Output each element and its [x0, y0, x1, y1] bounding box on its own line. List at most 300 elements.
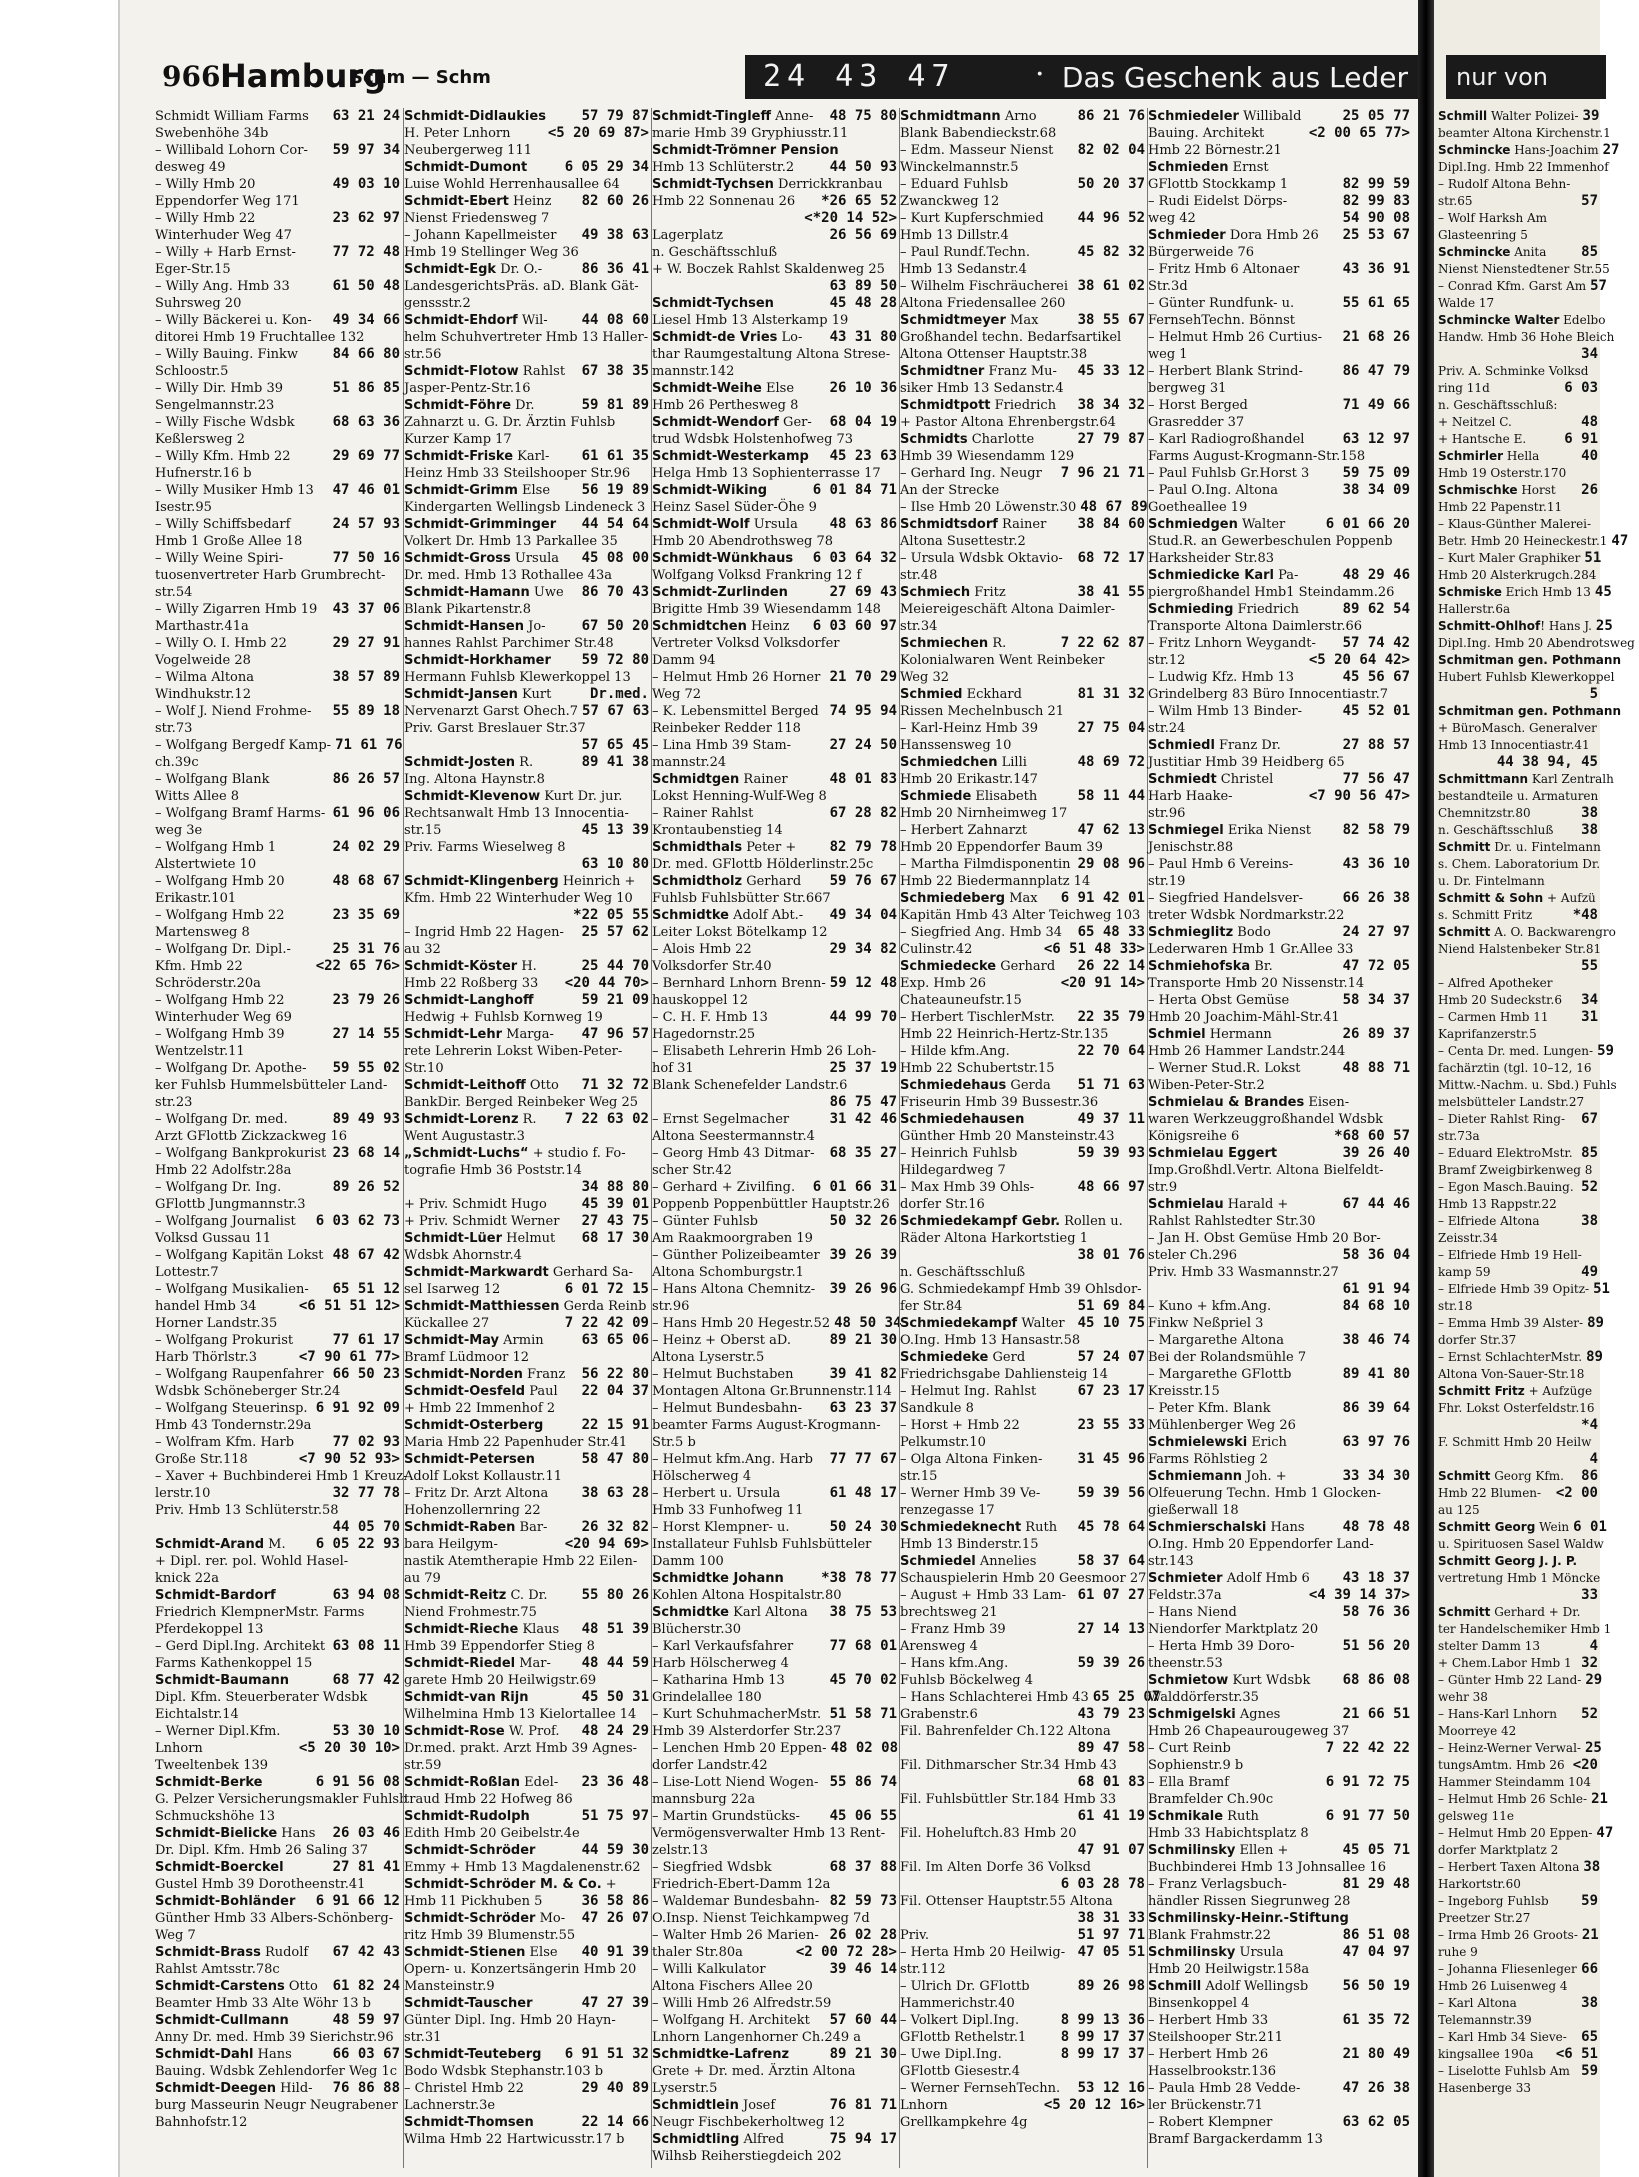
directory-entry: [1438, 601, 1598, 618]
entry-phone-number: 38 01 76: [1077, 1247, 1145, 1263]
directory-entry: [404, 1213, 649, 1230]
entry-phone-number: 68 35 27: [829, 1145, 897, 1161]
directory-entry: [900, 533, 1145, 550]
directory-entry: [1438, 499, 1598, 516]
entry-name: Schmidt-Josten R.: [404, 755, 534, 770]
entry-phone-number: 47 04 97: [1342, 1944, 1410, 1960]
entry-phone-number: 51 86 85: [332, 380, 400, 396]
entry-name: n. Geschäftsschluß: [652, 245, 778, 260]
entry-name: Rahlst Amtsstr.78c: [155, 1962, 280, 1977]
entry-name: – Johanna Fliesenleger: [1438, 1962, 1577, 1976]
directory-entry: [1438, 1434, 1598, 1451]
entry-name: Sandkule 8: [900, 1401, 974, 1416]
entry-phone-number: <5 20 30 10>: [298, 1740, 400, 1756]
directory-entry: [1438, 1825, 1614, 1842]
entry-name: – Paula Hmb 28 Vedde-: [1148, 2081, 1301, 2096]
directory-entry: [1148, 1077, 1410, 1094]
directory-entry: [900, 1026, 1145, 1043]
entry-name: Dr. med. Hmb 13 Rothallee 43a: [404, 568, 612, 583]
directory-entry: [155, 1740, 400, 1757]
entry-name: str.12: [1148, 653, 1186, 668]
entry-phone-number: 68 86 08: [1342, 1672, 1410, 1688]
entry-phone-number: 43 31 80: [829, 329, 897, 345]
entry-name: Str.10: [404, 1061, 444, 1076]
entry-name: Großhandel techn. Bedarfsartikel: [900, 330, 1122, 345]
directory-entry: [900, 601, 1145, 618]
directory-entry: [652, 1553, 897, 1570]
entry-phone-number: 55 86 74: [829, 1774, 897, 1790]
entry-phone-number: 32: [1581, 1655, 1598, 1671]
directory-entry: [1438, 1485, 1598, 1502]
entry-name: Schmidt-Schröder: [404, 1843, 536, 1858]
directory-entry: [155, 992, 400, 1009]
entry-name: str.34: [900, 619, 938, 634]
directory-entry: [1148, 1638, 1410, 1655]
entry-name: – Helmut Hmb 26 Schle-: [1438, 1792, 1588, 1806]
entry-name: treter Wdsbk Nordmarkstr.22: [1148, 908, 1345, 923]
directory-entry: [155, 1570, 400, 1587]
directory-entry: [155, 1655, 400, 1672]
directory-entry: [404, 1009, 649, 1026]
directory-entry: [1438, 1519, 1607, 1536]
directory-entry: [155, 244, 400, 261]
entry-phone-number: 49: [1581, 1264, 1598, 1280]
directory-entry: [652, 1587, 897, 1604]
directory-entry: [652, 1944, 897, 1961]
directory-entry: [155, 1298, 400, 1315]
directory-entry: [404, 1451, 649, 1468]
directory-entry: [900, 193, 1145, 210]
entry-phone-number: 6 91 77 50: [1325, 1808, 1410, 1824]
listing-column-2: [403, 108, 649, 2168]
directory-entry: [652, 1502, 897, 1519]
directory-entry: [404, 2046, 649, 2063]
entry-name: – Herbert Hmb 33: [1148, 2013, 1269, 2028]
directory-entry: [404, 1383, 649, 1400]
entry-name: Hallerstr.6a: [1438, 602, 1511, 616]
entry-name: GFlottb Giesestr.4: [900, 2064, 1020, 2079]
directory-entry: [1148, 2080, 1410, 2097]
entry-name: Lnhorn Langenhorner Ch.249 a: [652, 2030, 862, 2045]
entry-name: – Volkert Dipl.Ing.: [900, 2013, 1020, 2028]
directory-entry: [1148, 1621, 1410, 1638]
entry-name: bara Heilgym-: [404, 1537, 498, 1552]
entry-name: – Alfred Apotheker: [1438, 976, 1553, 990]
entry-phone-number: 6 03 64 32: [812, 550, 897, 566]
entry-name: Hammer Steindamm 104: [1438, 1775, 1592, 1789]
entry-name: + Priv. Schmidt Werner: [404, 1214, 560, 1229]
directory-entry: [652, 1995, 897, 2012]
entry-name: Meiereigeschäft Altona Daimler-: [900, 602, 1116, 617]
directory-entry: [1148, 703, 1410, 720]
entry-phone-number: 58 47 80: [581, 1451, 649, 1467]
entry-phone-number: 48 24 29: [581, 1723, 649, 1739]
directory-entry: [652, 1961, 897, 1978]
entry-name: Wiben-Peter-Str.2: [1148, 1078, 1265, 1093]
entry-name: Hasselbrookstr.136: [1148, 2064, 1276, 2079]
directory-entry: [155, 635, 400, 652]
entry-name: – Paul Hmb 6 Vereins-: [1148, 857, 1294, 872]
directory-entry: [1438, 516, 1598, 533]
directory-entry: [900, 567, 1145, 584]
directory-entry: [404, 737, 649, 754]
directory-entry: [404, 125, 649, 142]
entry-name: Schmidt-Ebert Heinz: [404, 194, 552, 209]
directory-entry: [1438, 822, 1598, 839]
entry-phone-number: 55 89 18: [332, 703, 400, 719]
entry-name: – Gerhard Ing. Neugr: [900, 466, 1042, 481]
entry-name: Pferdekoppel 13: [155, 1622, 264, 1637]
directory-entry: [155, 1587, 400, 1604]
entry-name: An der Strecke: [900, 483, 1000, 498]
entry-phone-number: 27 43 75: [581, 1213, 649, 1229]
entry-phone-number: 44 54 64: [581, 516, 649, 532]
entry-name: Schmieding Friedrich: [1148, 602, 1300, 617]
directory-entry: [652, 652, 897, 669]
directory-entry: [1438, 1298, 1598, 1315]
entry-name: – Walter Hmb 26 Marien-: [652, 1928, 819, 1943]
directory-entry: [1438, 839, 1601, 856]
entry-phone-number: 31: [1581, 1009, 1598, 1025]
entry-name: Installateur Fuhlsb Fuhlsbütteler: [652, 1537, 872, 1552]
entry-name: Hmb 22 Sonnenau 26: [652, 194, 796, 209]
entry-name: Altona Friedensallee 260: [900, 296, 1066, 311]
entry-phone-number: 27 75 04: [1077, 720, 1145, 736]
directory-entry: [652, 278, 897, 295]
entry-name: desweg 49: [155, 160, 226, 175]
directory-entry: [1148, 907, 1410, 924]
directory-entry: [652, 1689, 897, 1706]
directory-entry: [155, 312, 400, 329]
entry-name: „Schmidt-Luchs“ + studio f. Fo-: [404, 1146, 626, 1161]
directory-entry: [900, 1315, 1145, 1332]
entry-name: Bramfelder Ch.90c: [1148, 1792, 1274, 1807]
entry-phone-number: <*20 14 52>: [804, 210, 897, 226]
directory-entry: [900, 1230, 1145, 1247]
directory-entry: [652, 1145, 897, 1162]
entry-name: Chemnitzstr.80: [1438, 806, 1531, 820]
directory-entry: [900, 788, 1145, 805]
entry-name: Fil. Hoheluftch.83 Hmb 20: [900, 1826, 1077, 1841]
entry-phone-number: 45 70 02: [829, 1672, 897, 1688]
entry-phone-number: 47 26 07: [581, 1910, 649, 1926]
directory-entry: [652, 720, 897, 737]
directory-entry: [404, 1876, 649, 1893]
entry-name: Steilshooper Str.211: [1148, 2030, 1284, 2045]
entry-name: BankDir. Berged Reinbeker Weg 25: [404, 1095, 639, 1110]
directory-entry: [155, 601, 400, 618]
entry-name: Telemannstr.39: [1438, 2013, 1532, 2027]
directory-entry: [155, 261, 400, 278]
entry-name: – Elfriede Hmb 19 Hell-: [1438, 1248, 1582, 1262]
entry-phone-number: 34 88 80: [581, 1179, 649, 1195]
directory-entry: [900, 907, 1145, 924]
entry-name: Grindelallee 180: [652, 1690, 762, 1705]
directory-entry: [900, 1808, 1145, 1825]
entry-name: – Eduard Fuhlsb: [900, 177, 1009, 192]
entry-phone-number: 63 65 06: [581, 1332, 649, 1348]
entry-name: – Centa Dr. med. Lungen-: [1438, 1044, 1594, 1058]
directory-entry: [404, 805, 649, 822]
entry-name: – Willy + Harb Ernst-: [155, 245, 296, 260]
entry-name: Poppenb Poppenbüttler Hauptstr.26: [652, 1197, 890, 1212]
directory-entry: [155, 397, 400, 414]
entry-phone-number: 77 02 93: [332, 1434, 400, 1450]
directory-entry: [1438, 1332, 1598, 1349]
entry-phone-number: 75 94 17: [829, 2131, 897, 2147]
directory-entry: [652, 618, 897, 635]
directory-entry: [155, 1349, 400, 1366]
entry-name: – Egon Masch.Bauing.: [1438, 1180, 1574, 1194]
directory-entry: [1148, 1978, 1410, 1995]
entry-name: Schmidt-Flotow Rahlst: [404, 364, 566, 379]
entry-name: – Waldemar Bundesbahn-: [652, 1894, 820, 1909]
directory-entry: [404, 193, 649, 210]
entry-name: Friedrich-Ebert-Damm 12a: [652, 1877, 831, 1892]
ad-phone-number: 24 43 47: [763, 59, 956, 94]
entry-name: + Priv. Schmidt Hugo: [404, 1197, 547, 1212]
entry-phone-number: 48 68 67: [332, 873, 400, 889]
directory-entry: [1148, 125, 1410, 142]
directory-entry: [1438, 2063, 1598, 2080]
directory-entry: [900, 1009, 1145, 1026]
entry-name: Schmincke Hans-Joachim: [1438, 143, 1599, 157]
entry-name: Kaprifanzerstr.5: [1438, 1027, 1537, 1041]
entry-name: Martensweg 8: [155, 925, 250, 940]
directory-entry: [1438, 448, 1598, 465]
entry-name: – Robert Klempner: [1148, 2115, 1273, 2130]
entry-name: zelstr.13: [652, 1843, 709, 1858]
entry-phone-number: 55 80 26: [581, 1587, 649, 1603]
directory-entry: [155, 1315, 400, 1332]
entry-name: Wilhsb Reiherstiegdeich 202: [652, 2149, 842, 2164]
directory-entry: [900, 159, 1145, 176]
entry-name: – Wolfgang Journalist: [155, 1214, 296, 1229]
entry-name: – Kurt Maler Graphiker: [1438, 551, 1581, 565]
entry-name: – Ingeborg Fuhlsb: [1438, 1894, 1549, 1908]
entry-phone-number: 82 99 59: [1342, 176, 1410, 192]
directory-entry: [1438, 958, 1598, 975]
directory-entry: [900, 448, 1145, 465]
entry-phone-number: 43 37 06: [332, 601, 400, 617]
entry-name: Schloostr.5: [155, 364, 229, 379]
directory-entry: [404, 907, 649, 924]
directory-entry: [652, 1638, 897, 1655]
directory-entry: [1148, 278, 1410, 295]
entry-name: brechtsweg 21: [900, 1605, 998, 1620]
entry-name: – Paul Fuhlsb Gr.Horst 3: [1148, 466, 1310, 481]
directory-entry: [155, 1672, 400, 1689]
entry-phone-number: 33: [1581, 1587, 1598, 1603]
entry-phone-number: 32 77 78: [332, 1485, 400, 1501]
directory-entry: [155, 1162, 400, 1179]
directory-entry: [1148, 1655, 1410, 1672]
directory-entry: [652, 2046, 897, 2063]
entry-phone-number: 29 27 91: [332, 635, 400, 651]
entry-phone-number: 63 23 37: [829, 1400, 897, 1416]
entry-name: Damm 94: [652, 653, 716, 668]
entry-phone-number: 36 58 86: [581, 1893, 649, 1909]
directory-entry: [652, 363, 897, 380]
directory-entry: [1438, 550, 1602, 567]
directory-entry: [1148, 1961, 1410, 1978]
entry-phone-number: 61 50 48: [332, 278, 400, 294]
entry-name: weg 42: [1148, 211, 1196, 226]
entry-phone-number: <6 51: [1555, 2046, 1598, 2062]
entry-name: burg Masseurin Neugr Neugrabener: [155, 2098, 398, 2113]
directory-entry: [404, 652, 649, 669]
directory-entry: [1148, 1791, 1410, 1808]
entry-phone-number: 63 97 76: [1342, 1434, 1410, 1450]
directory-entry: [1148, 1587, 1410, 1604]
entry-name: Schmidtke Adolf Abt.-: [652, 908, 804, 923]
entry-phone-number: 26 32 82: [581, 1519, 649, 1535]
entry-name: Finkw Neßpriel 3: [1148, 1316, 1264, 1331]
entry-name: fer Str.84: [900, 1299, 963, 1314]
entry-phone-number: 26 10 36: [829, 380, 897, 396]
directory-entry: [404, 754, 649, 771]
entry-name: Schmidt-Rudolph: [404, 1809, 530, 1824]
directory-entry: [155, 380, 400, 397]
entry-name: – Helmut Hmb 26 Horner: [652, 670, 821, 685]
entry-phone-number: *26 65 52: [821, 193, 897, 209]
entry-phone-number: 86 36 41: [581, 261, 649, 277]
entry-name: Altona Schomburgstr.1: [652, 1265, 804, 1280]
directory-entry: [155, 1927, 400, 1944]
entry-phone-number: <7 90 52 93>: [298, 1451, 400, 1467]
entry-name: Schmill Walter Polizei-: [1438, 109, 1579, 123]
directory-entry: [652, 244, 897, 261]
adjacent-listing-column: [1438, 108, 1635, 2097]
entry-name: Hmb 22 Adolfstr.28a: [155, 1163, 292, 1178]
directory-entry: [1438, 1638, 1598, 1655]
entry-phone-number: 77 68 01: [829, 1638, 897, 1654]
entry-name: Edith Hmb 20 Geibelstr.4e: [404, 1826, 580, 1841]
entry-name: – Lina Hmb 39 Stam-: [652, 738, 792, 753]
entry-name: str.48: [900, 568, 938, 583]
entry-name: Günter Dipl. Ing. Hmb 20 Hayn-: [404, 2013, 616, 2028]
directory-entry: [155, 2029, 400, 2046]
directory-entry: [155, 1230, 400, 1247]
directory-entry: [1438, 1264, 1598, 1281]
directory-entry: [900, 482, 1145, 499]
entry-name: Schmidt-Grimm Else: [404, 483, 551, 498]
entry-phone-number: 39 41 82: [829, 1366, 897, 1382]
entry-name: Schmidt-Cullmann: [155, 2013, 289, 2028]
entry-phone-number: 6 91 66 12: [315, 1893, 400, 1909]
directory-entry: [900, 2029, 1145, 2046]
entry-phone-number: 71 32 72: [581, 1077, 649, 1093]
entry-name: Blank Schenefelder Landstr.6: [652, 1078, 848, 1093]
directory-entry: [652, 1026, 897, 1043]
entry-name: lerstr.10: [155, 1486, 211, 1501]
directory-entry: [652, 924, 897, 941]
entry-phone-number: <5 20 12 16>: [1043, 2097, 1145, 2113]
entry-phone-number: 6 03 28 78: [1060, 1876, 1145, 1892]
directory-entry: [652, 1791, 897, 1808]
entry-name: – Edm. Masseur Nienst: [900, 143, 1054, 158]
directory-entry: [1438, 1026, 1598, 1043]
entry-name: Sophienstr.9 b: [1148, 1758, 1244, 1773]
directory-entry: [1438, 1281, 1610, 1298]
directory-entry: [652, 1604, 897, 1621]
entry-name: str.59: [404, 1758, 442, 1773]
directory-entry: [404, 1485, 649, 1502]
directory-entry: [652, 1451, 897, 1468]
directory-entry: [900, 1536, 1145, 1553]
directory-entry: [1148, 244, 1410, 261]
directory-entry: [1148, 1400, 1410, 1417]
directory-entry: [652, 686, 897, 703]
entry-name: Schmieder Dora Hmb 26: [1148, 228, 1319, 243]
directory-entry: [1438, 414, 1598, 431]
directory-entry: [900, 652, 1145, 669]
entry-name: Hmb 26 Hammer Landstr.244: [1148, 1044, 1346, 1059]
entry-phone-number: 86 26 57: [332, 771, 400, 787]
directory-entry: [1438, 363, 1598, 380]
entry-phone-number: <6 51 48 33>: [1043, 941, 1145, 957]
entry-phone-number: 7 22 42 09: [564, 1315, 649, 1331]
directory-entry: [900, 329, 1145, 346]
entry-phone-number: 6 05 22 93: [315, 1536, 400, 1552]
entry-phone-number: 23 35 69: [332, 907, 400, 923]
directory-entry: [900, 1995, 1145, 2012]
entry-name: thar Raumgestaltung Altona Strese-: [652, 347, 891, 362]
entry-phone-number: 45 82 32: [1077, 244, 1145, 260]
entry-name: Arzt GFlottb Zickzackweg 16: [155, 1129, 348, 1144]
directory-entry: [155, 2012, 400, 2029]
directory-entry: [1148, 482, 1410, 499]
scan-margin-left: [0, 0, 118, 2177]
directory-entry: [652, 1842, 897, 1859]
directory-entry: [155, 754, 400, 771]
entry-phone-number: 59 21 09: [581, 992, 649, 1008]
directory-entry: [155, 1757, 400, 1774]
entry-name: Schmidt-Lüer Helmut: [404, 1231, 556, 1246]
entry-name: Hmb 22 Börnestr.21: [1148, 143, 1282, 158]
entry-name: Hanssensweg 10: [900, 738, 1012, 753]
directory-entry: [1148, 924, 1410, 941]
directory-entry: [1438, 210, 1598, 227]
directory-entry: [1148, 1808, 1410, 1825]
directory-entry: [155, 1791, 408, 1808]
entry-phone-number: 61 48 17: [829, 1485, 897, 1501]
directory-entry: [155, 567, 400, 584]
directory-entry: [900, 2080, 1145, 2097]
directory-entry: [1438, 1791, 1608, 1808]
entry-phone-number: 48 88 71: [1342, 1060, 1410, 1076]
entry-name: Olfeuerung Techn. Hmb 1 Glocken-: [1148, 1486, 1381, 1501]
entry-name: trud Wdsbk Holstenhofweg 73: [652, 432, 854, 447]
entry-name: Leiter Lokst Bötelkamp 12: [652, 925, 828, 940]
directory-entry: [652, 1196, 897, 1213]
entry-phone-number: 56 50 19: [1342, 1978, 1410, 1994]
entry-phone-number: 65 51 12: [332, 1281, 400, 1297]
directory-entry: [900, 210, 1145, 227]
entry-name: – Hans-Karl Lnhorn: [1438, 1707, 1557, 1721]
directory-entry: [652, 669, 897, 686]
directory-entry: [1438, 244, 1598, 261]
directory-entry: [1438, 1009, 1598, 1026]
entry-phone-number: 7 22 62 87: [1060, 635, 1145, 651]
directory-entry: [404, 2131, 649, 2148]
entry-name: – Willy Zigarren Hmb 19: [155, 602, 318, 617]
entry-phone-number: 51 58 71: [829, 1706, 897, 1722]
entry-phone-number: 29 40 89: [581, 2080, 649, 2096]
directory-entry: [900, 635, 1145, 652]
entry-name: Schmilinsky-Heinr.-Stiftung: [1148, 1911, 1349, 1926]
directory-entry: [155, 2063, 400, 2080]
